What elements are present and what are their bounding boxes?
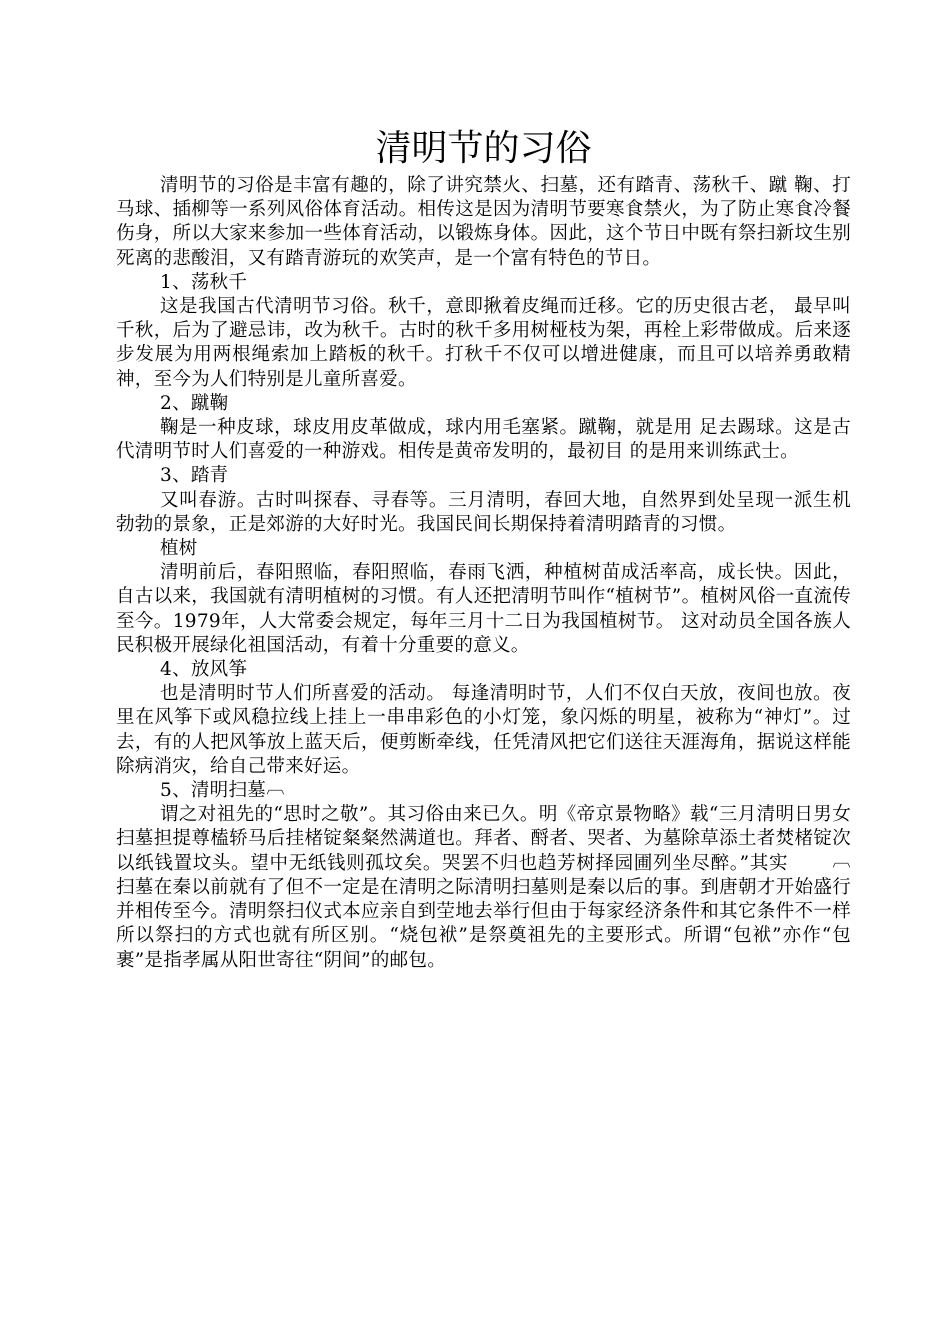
- document-title: 清明节的习俗: [375, 128, 592, 169]
- section-heading-tomb-sweeping: [116, 779, 851, 803]
- section-body-tomb-sweeping-part1: 谓之对祖先的“思时之敬”。其习俗由来已久。明《帝京景物略》载“三月清明日男女扫墓担提尊榼轿马后挂楮锭粲粲然满道也。拜者、酹者、哭者、为墓除草添土者焚楮锭次以纸钱置坟头。望中无纸钱则孤坟矣。哭罢不归也趋芳树择园圃列坐尽醉。”其实: [116, 804, 851, 874]
- section-body-tomb-sweeping-part2: 扫墓在秦以前就有了但不一定是在清明之际清明扫墓则是秦以后的事。到唐朝才开始盛行并相传至今。清明祭扫仪式本应亲自到茔地去举行但由于每家经济条件和其它条件不一样所以祭扫的方式也就有所区别。“烧包袱”是祭奠祖先的主要形式。所谓“包袱”亦作“包裹”是指孝属从阳世寄往“阴间”的邮包。: [116, 876, 851, 971]
- section-body-swing: 这是我国古代清明节习俗。秋千，意即揪着皮绳而迁移。它的历史很古老， 最早叫千秋，后为了避忌讳，改为秋千。古时的秋千多用树桠枝为架，再栓上彩带做成。后来逐步发展为用两根绳索加上踏板的秋千。打秋千不仅可以增进健康，而且可以培养勇敢精神，至今为人们特别是儿童所喜爱。: [116, 296, 851, 390]
- section-body-kites: 也是清明时节人们所喜爱的活动。 每逢清明时节，人们不仅白天放，夜间也放。夜里在风筝下或风稳拉线上挂上一串串彩色的小灯笼，象闪烁的明星，被称为“神灯”。过去，有的人把风筝放上蓝天后，便剪断牵线，任凭清风把它们送往天涯海角，据说这样能除病消灾，给自己带来好运。: [116, 683, 851, 777]
- document-page: [116, 124, 851, 973]
- section-heading-swing: 1、荡秋千: [160, 271, 248, 293]
- body-mark: ︹: [832, 849, 851, 871]
- section-heading-tree-planting: 植树: [160, 538, 198, 560]
- section-heading-kites: 4、放风筝: [160, 659, 248, 681]
- section-heading-cuju: 2、蹴鞠: [160, 392, 229, 414]
- section-body-tree-planting: 清明前后，春阳照临，春阳照临，春雨飞洒，种植树苗成活率高，成长快。因此，自古以来，我国就有清明植树的习惯。有人还把清明节叫作“植树节”。植树风俗一直流传至今。1979年，人大常委会规定，每年三月十二日为我国植树节。 这对动员全国各族人民积极开展绿化祖国活动，有着十分重要的意义。: [116, 562, 851, 656]
- section-heading-tomb-sweeping-text: 5、清明扫墓: [160, 780, 267, 802]
- section-body-spring-outing: 又叫春游。古时叫探春、寻春等。三月清明，春回大地，自然界到处呈现一派生机勃勃的景象，正是郊游的大好时光。我国民间长期保持着清明踏青的习惯。: [116, 489, 851, 535]
- section-heading-spring-outing: 3、踏青: [160, 465, 229, 487]
- heading-mark: ︹: [266, 777, 285, 799]
- section-body-cuju: 鞠是一种皮球，球皮用皮革做成，球内用毛塞紧。蹴鞠，就是用 足去踢球。这是古代清明节时人们喜爱的一种游戏。相传是黄帝发明的，最初目 的是用来训练武士。: [116, 417, 851, 463]
- section-body-tomb-sweeping: [116, 803, 851, 972]
- intro-paragraph: 清明节的习俗是丰富有趣的，除了讲究禁火、扫墓，还有踏青、荡秋千、蹴 鞠、打马球、插柳等一系列风俗体育活动。相传这是因为清明节要寒食禁火，为了防止寒食冷餐伤身，所以大家来参加一些体育活动，以锻炼身体。因此，这个节日中既有祭扫新坟生别死离的悲酸泪，又有踏青游玩的欢笑声，是一个富有特色的节日。: [116, 175, 851, 269]
